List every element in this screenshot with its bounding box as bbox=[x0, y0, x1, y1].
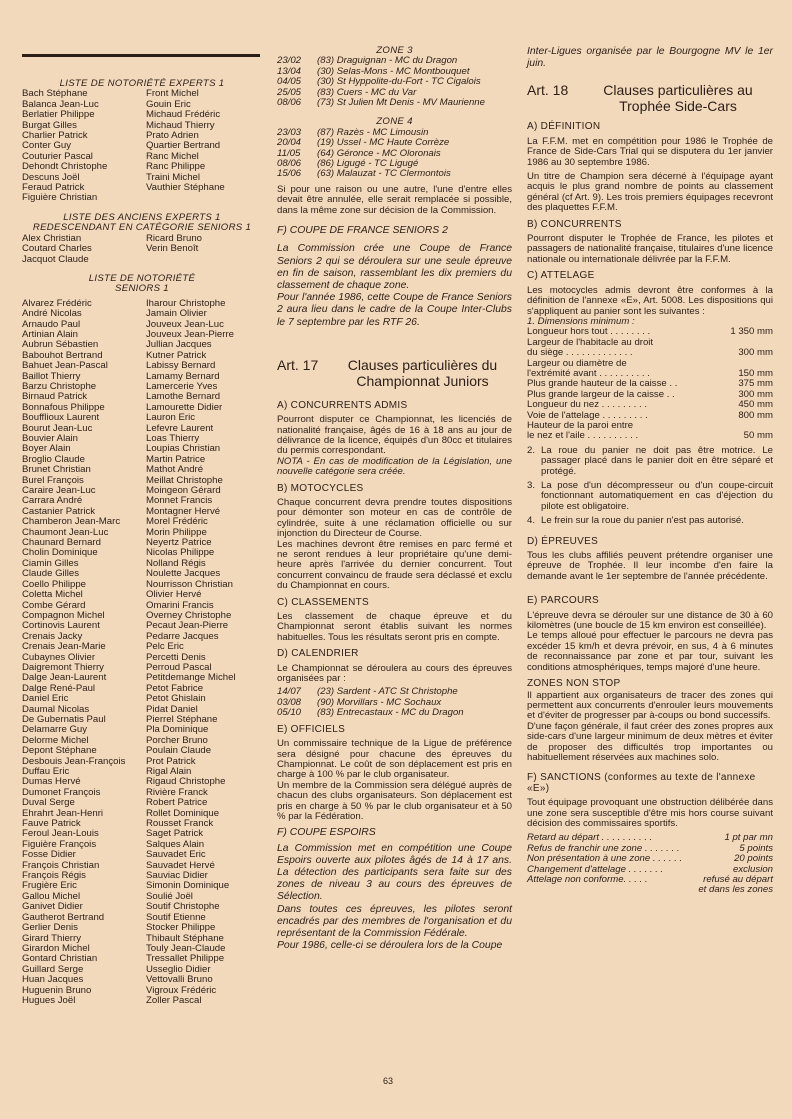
event-date: 13/04 bbox=[277, 65, 302, 77]
name-entry: André Nicolas bbox=[22, 309, 82, 320]
name-entry: Soutif Christophe bbox=[146, 902, 220, 913]
column-2 bbox=[277, 46, 512, 952]
dimension-label: Longueur hors tout . . . . . . . . bbox=[527, 326, 651, 338]
name-entry: Baillot Thierry bbox=[22, 371, 81, 382]
penalty-value: 20 points bbox=[734, 853, 773, 865]
name-entry: Gerlier Denis bbox=[22, 923, 78, 934]
name-entry: Prot Patrick bbox=[146, 756, 196, 767]
art18-title: Clauses particulières au Trophée Side-Cars bbox=[603, 82, 753, 115]
name-entry: Noulette Jacques bbox=[146, 569, 221, 580]
name-entry: Girard Thierry bbox=[22, 933, 81, 944]
attelage-item bbox=[527, 481, 773, 512]
name-entry: Balanca Jean-Luc bbox=[22, 99, 99, 110]
name-entry: Pecaut Jean-Pierre bbox=[146, 621, 229, 632]
name-entry: Lamothe Bernard bbox=[146, 392, 221, 403]
event-date: 08/06 bbox=[277, 158, 302, 170]
event-row bbox=[277, 708, 512, 718]
name-entry: Percetti Denis bbox=[146, 652, 206, 663]
art17-d-heading: D) CALENDRIER bbox=[277, 648, 359, 660]
name-entry: Couturier Pascal bbox=[22, 151, 93, 162]
name-entry: Pierrel Stéphane bbox=[146, 714, 218, 725]
dimension-label: le nez et l'aile . . . . . . . . . . bbox=[527, 430, 639, 442]
name-entry: Petot Ghislain bbox=[146, 694, 206, 705]
experts-list bbox=[22, 89, 262, 203]
coupe-heading: F) COUPE DE FRANCE SENIORS 2 bbox=[277, 225, 448, 237]
name-entry bbox=[146, 193, 262, 203]
name-entry: Fosse Didier bbox=[22, 850, 76, 861]
event-row bbox=[277, 169, 512, 179]
name-entry: Girardon Michel bbox=[22, 943, 90, 954]
name-entry: Birnaud Patrick bbox=[22, 392, 88, 403]
coupe-paragraph-2: Pour l'année 1986, cette Coupe de France Seniors 2 aura lieu dans le cadre de la Coupe Inter-Clubs le 7 septembre par les RTF 26. bbox=[277, 292, 512, 328]
name-entry: Charlier Patrick bbox=[22, 131, 88, 142]
name-entry: Descuns Joël bbox=[22, 172, 80, 183]
page-number: 63 bbox=[383, 1076, 394, 1086]
name-entry: Petot Fabrice bbox=[146, 683, 204, 694]
name-entry: Rousset Franck bbox=[146, 819, 214, 830]
name-entry: Jamain Olivier bbox=[146, 309, 207, 320]
item-text: Le frein sur la roue du panier n'est pas autorisé. bbox=[541, 515, 744, 527]
name-entry: Jacquot Claude bbox=[22, 254, 89, 265]
dimensions-table bbox=[527, 327, 773, 441]
zone3-list bbox=[277, 56, 512, 108]
dimension-label: Plus grande hauteur de la caisse . . bbox=[527, 378, 678, 390]
name-entry: Rollet Dominique bbox=[146, 808, 220, 819]
penalty-label: Changement d'attelage . . . . . . . bbox=[527, 863, 664, 875]
name-entry: Alex Christian bbox=[22, 233, 82, 244]
event-place: (30) Selas-Mons - MC Montbouquet bbox=[317, 65, 470, 77]
column-3 bbox=[527, 46, 773, 896]
name-entry: Coletta Michel bbox=[22, 590, 83, 601]
name-entry: Front Michel bbox=[146, 89, 199, 100]
item-number: 3. bbox=[527, 480, 536, 491]
name-entry: Iharour Christophe bbox=[146, 298, 226, 309]
penalty-value: exclusion bbox=[733, 863, 773, 875]
name-entry: Dumonet François bbox=[22, 787, 101, 798]
attelage-items bbox=[527, 446, 773, 527]
art18-f-heading: F) SANCTIONS (conformes au texte de l'annexe «E») bbox=[527, 772, 756, 794]
item-number: 4. bbox=[527, 515, 536, 527]
name-entry: Rigaud Christophe bbox=[146, 777, 226, 788]
dimension-label: Largeur ou diamètre de bbox=[527, 357, 627, 369]
name-entry: Moingeon Gérard bbox=[146, 486, 221, 497]
name-entry: Lefevre Laurent bbox=[146, 423, 214, 434]
zone4-heading: ZONE 4 bbox=[376, 116, 413, 128]
name-entry: Lamourette Didier bbox=[146, 402, 223, 413]
name-entry: Cubaynes Olivier bbox=[22, 652, 96, 663]
name-entry: Poulain Claude bbox=[146, 746, 212, 757]
name-entry: Pedarre Jacques bbox=[146, 631, 219, 642]
name-entry: Figuière François bbox=[22, 839, 97, 850]
name-entry: Ganivet Didier bbox=[22, 902, 83, 913]
name-entry: Pla Dominique bbox=[146, 725, 209, 736]
penalty-label: Non présentation à une zone . . . . . . bbox=[527, 853, 683, 865]
art17-heading bbox=[277, 357, 512, 389]
name-entry: Arnaudo Paul bbox=[22, 319, 81, 330]
art18-f-text: Tout équipage provoquant une obstruction délibérée dans une zone sera susceptible d'être mis hors course suivant décision des commissaires sportifs. bbox=[527, 797, 773, 829]
name-entry: Usseglio Didier bbox=[146, 964, 211, 975]
name-entry: Boufflioux Laurent bbox=[22, 413, 100, 424]
name-entry bbox=[146, 255, 262, 265]
name-entry: Burgat Gilles bbox=[22, 120, 77, 131]
coupe-paragraph-1: La Commission crée une Coupe de France Seniors 2 qui se déroulera sur une seule épreuve en fin de saison, rassemblant les dix premiers du classement de chaque zone. bbox=[277, 243, 512, 291]
art18-c-text: Les motocycles admis devront être conformes à la définition de l'annexe «E», Art. 5008. Les dispositions qui s'appliquent au panier sont les suivantes : bbox=[527, 284, 773, 317]
event-place: (83) Entrecastaux - MC du Dragon bbox=[317, 707, 464, 719]
name-entry: Bonnafous Philippe bbox=[22, 402, 105, 413]
zones-non-stop-text-1: Il appartient aux organisateurs de tracer des zones qui permettent aux concurrents d'enrouler leurs mouvements et d'éviter de progresser par à-coups ou bond successifs. bbox=[527, 689, 773, 722]
art18-a-text-2: Un titre de Champion sera décerné à l'équipage ayant acquis le plus grand nombre de points au classement général (cf Art. 9). Les trois premiers équipages recevront des plaquettes F.F.M. bbox=[527, 171, 773, 214]
name-entry: Bach Stéphane bbox=[22, 89, 88, 100]
name-entry: Lauron Éric bbox=[146, 413, 196, 424]
calendar-list bbox=[277, 687, 512, 718]
name-entry: Desbouis Jean-François bbox=[22, 756, 126, 767]
name-entry: Ehrahrt Jean-Henri bbox=[22, 808, 104, 819]
art17-b-text-2: Les machines devront être remises en parc fermé et ne seront rendues à leur propriétaire qu'une demi-heure après l'arrivée du dernier concurrent. Tout concurrent convaincu de fraude sera déclassé et exclu du Championnat en cours. bbox=[277, 538, 512, 592]
event-place: (63) Malauzat - TC Clermontois bbox=[317, 168, 451, 180]
art17-f-heading: F) COUPE ESPOIRS bbox=[277, 827, 376, 839]
dimension-value: 375 mm bbox=[738, 378, 773, 390]
art18-d-heading: D) ÉPREUVES bbox=[527, 535, 599, 547]
name-entry: Berlatier Philippe bbox=[22, 110, 95, 121]
name-entry: Touly Jean-Claude bbox=[146, 943, 226, 954]
seniors-heading-1: LISTE DE NOTORIÉTÉ bbox=[88, 272, 196, 284]
name-entry: Claude Gilles bbox=[22, 569, 80, 580]
name-entry: Barzu Christophe bbox=[22, 381, 97, 392]
art17-c-heading: C) CLASSEMENTS bbox=[277, 596, 369, 608]
penalty-label: Refus de franchir une zone . . . . . . . bbox=[527, 842, 680, 854]
dimension-value: 300 mm bbox=[738, 347, 773, 359]
attelage-item bbox=[527, 446, 773, 477]
name-entry: Castanier Patrick bbox=[22, 506, 96, 517]
penalty-value: 5 points bbox=[739, 842, 773, 854]
name-entry: Depont Stéphane bbox=[22, 746, 97, 757]
name-entry: Pidat Daniel bbox=[146, 704, 198, 715]
art18-number: Art. 18 bbox=[527, 82, 569, 99]
name-entry: Duffau Éric bbox=[22, 767, 70, 777]
art18-e-heading: E) PARCOURS bbox=[527, 595, 600, 607]
name-entry: Loas Thierry bbox=[146, 434, 200, 444]
name-entry: Kutner Patrick bbox=[146, 350, 207, 361]
name-entry: Soutif Étienne bbox=[146, 912, 206, 923]
name-entry: Chaunard Bernard bbox=[22, 538, 101, 549]
art18-heading bbox=[527, 82, 773, 114]
name-entry: Coello Philippe bbox=[22, 579, 86, 590]
name-entry: Verin Benoît bbox=[146, 244, 199, 255]
penalty-label: Attelage non conforme. . . . . bbox=[527, 874, 648, 885]
name-entry: Jullian Jacques bbox=[146, 340, 212, 351]
name-entry: Gautherot Bertrand bbox=[22, 912, 105, 923]
name-entry: Cholin Dominique bbox=[22, 548, 98, 559]
zone-note: Si pour une raison ou une autre, l'une d'entre elles devait être annulée, elle serait remplacée si possible, dans la même zone sur décision de la Commission. bbox=[277, 183, 512, 216]
name-entry: Conter Guy bbox=[22, 141, 72, 152]
name-entry: Rivière Franck bbox=[146, 787, 208, 798]
name-entry: Daumal Nicolas bbox=[22, 704, 90, 715]
name-entry: Gouin Éric bbox=[146, 99, 191, 110]
name-entry: Huguenin Bruno bbox=[22, 985, 92, 996]
event-place: (23) Sardent - ATC St Christophe bbox=[317, 686, 458, 698]
name-entry: Nicolas Philippe bbox=[146, 548, 215, 559]
name-entry: Huan Jacques bbox=[22, 975, 84, 986]
name-entry: Neyertz Patrice bbox=[146, 538, 212, 549]
name-entry: Jouveux Jean-Pierre bbox=[146, 329, 234, 340]
item-text: La pose d'un décompresseur ou d'un coupe-circuit fonctionnant automatiquement en cas d'éjection du pilote est obligatoire. bbox=[541, 480, 773, 512]
name-entry: Feroul Jean-Louis bbox=[22, 829, 99, 840]
seniors-list bbox=[22, 299, 262, 1007]
name-entry: Saget Patrick bbox=[146, 829, 204, 840]
name-entry: Feraud Patrick bbox=[22, 183, 85, 194]
art17-b-heading: B) MOTOCYCLES bbox=[277, 482, 364, 494]
event-place: (19) Ussel - MC Haute Corrèze bbox=[317, 137, 450, 149]
name-entry: Chamberon Jean-Marc bbox=[22, 517, 121, 528]
art18-d-text: Tous les clubs affiliés peuvent prétendre organiser une épreuve de Trophée. Il leur incombe d'en faire la demande avant le 1er septembre de l'année précédente. bbox=[527, 550, 773, 582]
name-entry: Caraire Jean-Luc bbox=[22, 486, 96, 497]
art17-c-text: Les classement de chaque épreuve et du Championnat seront établis suivant les normes habituelles. Tous les résultats seront pris en compte. bbox=[277, 611, 512, 643]
name-entry: Crenais Jean-Marie bbox=[22, 642, 106, 653]
event-date: 25/05 bbox=[277, 86, 302, 98]
name-entry: Nourrisson Christian bbox=[146, 579, 233, 590]
name-entry: Prato Adrien bbox=[146, 131, 199, 142]
name-entry: Petitdemange Michel bbox=[146, 673, 236, 684]
name-entry: Robert Patrice bbox=[146, 798, 208, 809]
dimension-label: Plus grande largeur de la caisse . . bbox=[527, 388, 675, 400]
name-entry: Artinian Alain bbox=[22, 329, 78, 340]
zones-non-stop-text-2: D'une façon générale, il faut créer des zones propres aux side-cars d'une largeur minimum de deux mètres et éviter de proposer des difficultés trop importantes ou habituellement réservées aux machines solo. bbox=[527, 720, 773, 763]
name-entry: Perroud Pascal bbox=[146, 662, 212, 673]
name-entry: Thibault Stéphane bbox=[146, 933, 224, 944]
name-entry: Burel François bbox=[22, 475, 84, 486]
name-entry: Vigroux Frédéric bbox=[146, 985, 217, 996]
name-entry: Chaumont Jean-Luc bbox=[22, 527, 109, 538]
anciens-heading-2: REDESCENDANT EN CATÉGORIE SENIORS 1 bbox=[32, 222, 252, 234]
art17-a-heading: A) CONCURRENTS ADMIS bbox=[277, 399, 408, 411]
dimension-value: 300 mm bbox=[738, 388, 773, 400]
art17-e-text-2: Un membre de la Commission sera délégué auprès de chacun des clubs organisateurs. Son déplacement est pris en charge à 50 % par le club organisateur et à 50 % par la Fédération. bbox=[277, 779, 512, 822]
name-entry: Daniel Éric bbox=[22, 694, 69, 705]
col3-intro: Inter-Ligues organisée par le Bourgogne MV le 1er juin. bbox=[527, 46, 773, 70]
name-entry: Combe Gérard bbox=[22, 600, 86, 611]
name-entry: Bahuet Jean-Pascal bbox=[22, 361, 108, 372]
name-entry: Delorme Michel bbox=[22, 735, 89, 746]
art18-e-text-2: Le temps alloué pour effectuer le parcours ne devra pas excéder 15 km/h et devra prévoir, en sus, 4 à 6 minutes de reconnaissance par zone et par tour, suivant les conditions atmosphériques, temps majoré d'une heure. bbox=[527, 630, 773, 673]
dimension-label: l'extrémité avant . . . . . . . . . . bbox=[527, 367, 650, 379]
event-place: (87) Razès - MC Limousin bbox=[317, 126, 429, 138]
name-entry: Boyer Alain bbox=[22, 444, 71, 455]
name-entry: Broglio Claude bbox=[22, 454, 85, 465]
art18-b-heading: B) CONCURRENTS bbox=[527, 218, 622, 230]
art18-b-text: Pourront disputer le Trophée de France, les pilotes et passagers de nationalité française, titulaires d'une licence nationale ou internationale délivrée par la F.F.M. bbox=[527, 233, 773, 265]
art17-a-text: Pourront disputer ce Championnat, les licenciés de nationalité française, âgés de 16 à 18 ans au jour de délivrance de la licence, équipés d'un 80cc et titulaires du permis correspondant. bbox=[277, 414, 512, 457]
name-entry: Stocker Philippe bbox=[146, 923, 216, 934]
name-entry: Brunet Christian bbox=[22, 465, 91, 476]
name-entry: Babouhot Bertrand bbox=[22, 350, 103, 361]
name-entry: Crenais Jacky bbox=[22, 631, 83, 642]
name-entry: Aubrun Sébastien bbox=[22, 340, 99, 351]
event-date: 03/08 bbox=[277, 696, 302, 708]
penalty-label: Retard au départ . . . . . . . . . . bbox=[527, 832, 653, 844]
name-entry: Montagner Hervé bbox=[146, 506, 221, 517]
name-entry: Quartier Bertrand bbox=[146, 141, 221, 152]
event-date: 14/07 bbox=[277, 686, 302, 698]
dimension-value: 1 350 mm bbox=[730, 326, 773, 338]
name-entry: Ranc Philippe bbox=[146, 162, 206, 173]
event-date: 23/03 bbox=[277, 126, 302, 138]
penalty-value: refusé au départ bbox=[703, 874, 773, 885]
name-entry: Ricard Bruno bbox=[146, 233, 202, 244]
dimension-label: Largeur de l'habitacle au droit bbox=[527, 336, 654, 348]
event-date: 15/06 bbox=[277, 168, 302, 180]
art17-e-heading: E) OFFICIELS bbox=[277, 723, 346, 735]
name-entry: Dumas Hervé bbox=[22, 777, 81, 788]
name-entry: Cortinovis Laurent bbox=[22, 621, 100, 632]
art17-e-text-1: Un commissaire technique de la Ligue de préférence sera désigné pour chacune des épreuves du Championnat. Le coût de son déplacement est pris en charge à 100 % par le club organisateur. bbox=[277, 738, 512, 781]
name-entry: Morel Frédéric bbox=[146, 517, 208, 528]
art17-number: Art. 17 bbox=[277, 356, 319, 373]
art17-d-text: Le Championnat se déroulera au cours des épreuves organisées par : bbox=[277, 662, 512, 685]
art17-a-nota: NOTA - En cas de modification de la Législation, une nouvelle catégorie sera créée. bbox=[277, 455, 512, 478]
dimension-value: 800 mm bbox=[738, 409, 773, 421]
dimension-value: 150 mm bbox=[738, 367, 773, 379]
name-entry: Ciamin Gilles bbox=[22, 558, 79, 569]
name-entry: Simonin Dominique bbox=[146, 881, 230, 892]
name-entry: Michaud Thierry bbox=[146, 120, 215, 131]
column-1 bbox=[22, 38, 262, 1006]
name-entry: Ranc Michel bbox=[146, 151, 199, 162]
event-date: 11/05 bbox=[277, 147, 301, 159]
name-entry: Figuière Christian bbox=[22, 193, 98, 204]
event-place: (64) Géronce - MC Oloronais bbox=[317, 147, 441, 159]
name-entry: Morin Philippe bbox=[146, 527, 207, 538]
name-entry: Zoller Pascal bbox=[146, 995, 202, 1006]
penalty-value: 1 pt par mn bbox=[724, 832, 773, 844]
name-entry: Lamamy Bernard bbox=[146, 371, 220, 382]
name-entry: Labissy Bernard bbox=[146, 361, 216, 372]
event-place: (83) Cuers - MC du Var bbox=[317, 86, 417, 98]
art17-f-text-3: Pour 1986, celle-ci se déroulera lors de la Coupe bbox=[277, 940, 503, 952]
name-entry: Porcher Bruno bbox=[146, 735, 208, 746]
dimension-label: du siège . . . . . . . . . . . . . bbox=[527, 347, 633, 359]
seniors-heading-2: SENIORS 1 bbox=[115, 283, 169, 295]
item-number: 2. bbox=[527, 444, 536, 456]
name-entry: Daigremont Thierry bbox=[22, 662, 104, 673]
name-entry: Tressallet Philippe bbox=[146, 954, 225, 965]
name-entry: Bouvier Alain bbox=[22, 434, 78, 444]
name-entry: Olivier Hervé bbox=[146, 590, 202, 601]
name-entry: Gallou Michel bbox=[22, 891, 81, 902]
name-entry: Salques Alain bbox=[146, 839, 205, 850]
name-entry: Delamarre Guy bbox=[22, 725, 88, 736]
name-entry: Dehondt Christophe bbox=[22, 162, 108, 173]
item-text: La roue du panier ne doit pas être motrice. Le passager placé dans le panier doit en être séparé et protégé. bbox=[541, 444, 773, 477]
name-entry: Coutard Charles bbox=[22, 244, 92, 255]
anciens-heading-1: LISTE DES ANCIENS EXPERTS 1 bbox=[63, 211, 221, 223]
event-date: 05/10 bbox=[277, 707, 302, 719]
penalties-list bbox=[527, 833, 773, 885]
name-entry: Gontard Christian bbox=[22, 954, 98, 965]
dimension-label: Longueur du nez . . . . . . . . . bbox=[527, 399, 647, 411]
name-entry: Michaud Frédéric bbox=[146, 110, 221, 121]
name-entry: Mathot André bbox=[146, 465, 204, 476]
dimension-value: 50 mm bbox=[743, 430, 773, 442]
name-entry: Dalge Jean-Laurent bbox=[22, 673, 107, 684]
name-entry: Sauvadet Éric bbox=[146, 850, 206, 861]
name-entry: Loupias Christian bbox=[146, 444, 221, 455]
name-entry: Bourut Jean-Luc bbox=[22, 423, 93, 434]
event-date: 23/02 bbox=[277, 55, 302, 67]
art18-a-heading: A) DÉFINITION bbox=[527, 121, 601, 133]
name-entry: François Christian bbox=[22, 860, 100, 871]
event-place: (73) St Julien Mt Denis - MV Maurienne bbox=[317, 97, 485, 109]
name-entry: François Régis bbox=[22, 871, 86, 882]
penalty-tail: et dans les zones bbox=[698, 884, 773, 896]
name-entry: Alvarez Frédéric bbox=[22, 298, 92, 309]
dimension-label: Hauteur de la paroi entre bbox=[527, 419, 634, 431]
event-row bbox=[277, 98, 512, 108]
dimensions-heading: 1. Dimensions minimum : bbox=[527, 315, 635, 327]
name-entry: Sauviac Didier bbox=[146, 871, 208, 882]
anciens-list bbox=[22, 234, 262, 265]
event-date: 04/05 bbox=[277, 76, 302, 88]
event-date: 08/06 bbox=[277, 97, 302, 109]
art17-f-text-1: La Commission met en compétition une Coupe Espoirs ouverte aux pilotes âgés de 14 à 17 ans. La détection des participants sera faite sur des zones de niveau 3 au cours des épreuves de Sélection. bbox=[277, 842, 512, 903]
name-entry: Rigal Alain bbox=[146, 767, 192, 777]
name-entry: Pelc Éric bbox=[146, 642, 184, 653]
event-date: 20/04 bbox=[277, 137, 302, 149]
event-place: (83) Draguignan - MC du Dragon bbox=[317, 55, 458, 67]
name-entry: Hugues Joël bbox=[22, 995, 76, 1006]
name-entry: Traini Michel bbox=[146, 172, 201, 183]
dimension-value: 450 mm bbox=[738, 399, 773, 411]
name-entry: Omarini Francis bbox=[146, 600, 214, 611]
name-entry: Jouveux Jean-Luc bbox=[146, 319, 224, 330]
event-place: (90) Morvillars - MC Sochaux bbox=[317, 696, 442, 708]
event-place: (86) Ligugé - TC Ligugé bbox=[317, 158, 419, 170]
attelage-item bbox=[527, 516, 773, 526]
top-rule bbox=[22, 54, 260, 57]
name-entry: Martin Patrice bbox=[146, 454, 206, 465]
name-entry: Nolland Régis bbox=[146, 558, 206, 569]
name-entry: Compagnon Michel bbox=[22, 610, 105, 621]
name-entry: Soulié Joël bbox=[146, 891, 193, 902]
name-entry: De Gubernatis Paul bbox=[22, 714, 106, 725]
name-entry: Vettovalli Bruno bbox=[146, 975, 213, 986]
art17-title: Clauses particulières du Championnat Juniors bbox=[347, 356, 498, 389]
experts-heading: LISTE DE NOTORIÉTÉ EXPERTS 1 bbox=[59, 78, 225, 89]
name-entry: Overney Christophe bbox=[146, 610, 232, 621]
name-entry: Fauve Patrick bbox=[22, 819, 81, 830]
name-entry: Vauthier Stéphane bbox=[146, 183, 225, 194]
name-entry: Frugière Éric bbox=[22, 881, 77, 892]
name-entry: Carrara André bbox=[22, 496, 83, 507]
event-place: (30) St Hyppolite-du-Fort - TC Cigalois bbox=[317, 76, 481, 88]
art18-c-heading: C) ATTELAGE bbox=[527, 270, 595, 282]
zones-non-stop-heading: ZONES NON STOP bbox=[527, 678, 621, 690]
art17-f-text-2: Dans toutes ces épreuves, les pilotes seront encadrés par des membres de l'organisation et du représentant de la Commission Fédérale. bbox=[277, 903, 512, 939]
art18-a-text-1: La F.F.M. met en compétition pour 1986 le Trophée de France de Side-Cars Trial qui se disputera du 1er janvier 1986 au 30 septembre 1986. bbox=[527, 135, 773, 168]
zone3-heading: ZONE 3 bbox=[376, 45, 413, 56]
dimension-label: Voie de l'attelage . . . . . . . . . bbox=[527, 409, 648, 421]
name-entry: Duval Serge bbox=[22, 798, 75, 809]
name-entry: Sauvadet Hervé bbox=[146, 860, 215, 871]
art17-b-text-1: Chaque concurrent devra prendre toutes dispositions pour démonter son moteur en cas de contrôle de cylindrée, suite à une réclamation officielle ou sur injonction du Directeur de Course. bbox=[277, 496, 512, 540]
zone4-list bbox=[277, 128, 512, 180]
name-entry: Guillard Serge bbox=[22, 964, 84, 975]
art18-e-text-1: L'épreuve devra se dérouler sur une distance de 30 à 60 kilomètres (une boucle de 15 km environ est conseillée). bbox=[527, 609, 773, 632]
name-entry: Meillat Christophe bbox=[146, 475, 223, 486]
name-entry: Lamercerie Yves bbox=[146, 381, 218, 392]
name-entry: Monnet Francis bbox=[146, 496, 213, 507]
name-entry: Dalge René-Paul bbox=[22, 683, 96, 694]
